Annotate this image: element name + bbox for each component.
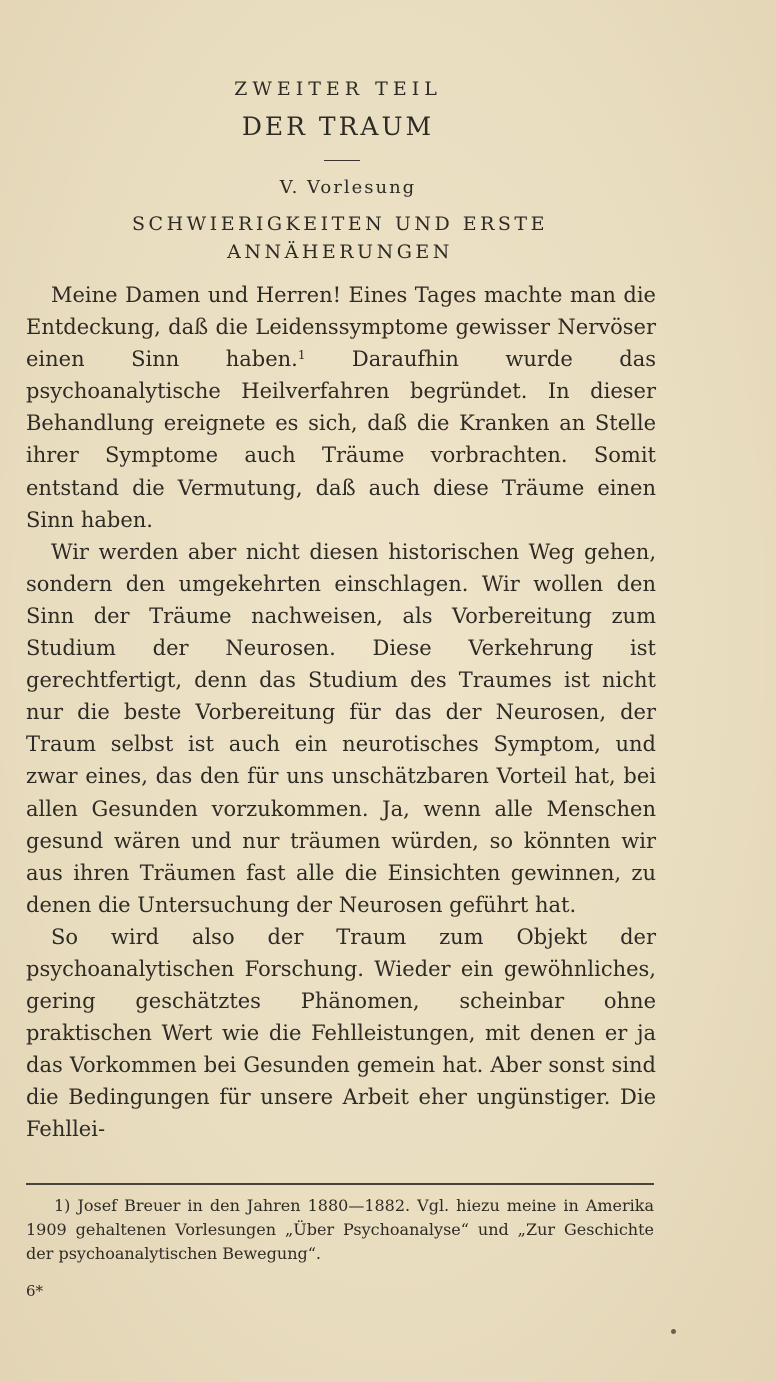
footnote-divider [26,1183,654,1185]
footnote-marker: 1 [297,348,306,363]
paragraph-2: Wir werden aber nicht diesen historischen Weg gehen, sondern den umgekehrten einschlagen. Wir wollen den Sinn der Träume nachweisen, als Vorbereitung zum Studium der Neurosen. Diese Verkehrung ist gerechtfertigt, denn das Studium des Traumes ist nicht nur die beste Vorbereitung für das der Neurosen, der Traum selbst ist auch ein neurotisches Symptom, und zwar eines, das den für uns unschätzbaren Vorteil hat, bei allen Gesunden vorzukommen. Ja, wenn alle Menschen gesund wären und nur träumen würden, so könnten wir aus ihren Träumen fast alle die Einsichten gewinnen, zu denen die Untersuchung der Neurosen geführt hat. [26,539,656,917]
paragraph-1-text-b: Daraufhin wurde das psychoanalytische Heilverfahren begründet. In dieser Behandlung ereignete es sich, daß die Kranken an Stelle ihrer Symptome auch Träume vorbrachten. Somit entstand die Vermutung, daß auch diese Träume einen Sinn haben. [26,347,656,532]
part-heading: ZWEITER TEIL [234,78,442,100]
paragraph-1-text-a: Meine Damen und Herren! Eines Tages machte man die Entdeckung, daß die Leidenssymptome gewisser Nervöser einen Sinn haben. [26,283,656,372]
body-text [26,279,656,1146]
chapter-title-line-2: ANNÄHERUNGEN [227,241,453,263]
title-divider [324,160,360,161]
lecture-heading: V. Vorlesung [279,177,417,198]
paragraph-1 [26,279,656,536]
paper-speck [671,1329,676,1334]
printer-signature: 6* [26,1282,44,1300]
footnote: 1) Josef Breuer in den Jahren 1880—1882. Vgl. hiezu meine in Amerika 1909 gehaltenen Vorlesungen „Über Psychoanalyse“ und „Zur Geschichte der psychoanalytischen Bewegung“. [26,1196,654,1263]
paragraph-3: So wird also der Traum zum Objekt der psychoanalytischen Forschung. Wieder ein gewöhnliches, gering geschätztes Phänomen, scheinbar ohne praktischen Wert wie die Fehlleistungen, mit denen er ja das Vorkommen bei Gesunden gemein hat. Aber sonst sind die Bedingungen für unsere Arbeit eher ungünstiger. Die Fehllei- [26,924,656,1142]
chapter-title [0,210,680,266]
page-title: DER TRAUM [241,112,435,141]
chapter-title-line-1: SCHWIERIGKEITEN UND ERSTE [132,213,548,235]
